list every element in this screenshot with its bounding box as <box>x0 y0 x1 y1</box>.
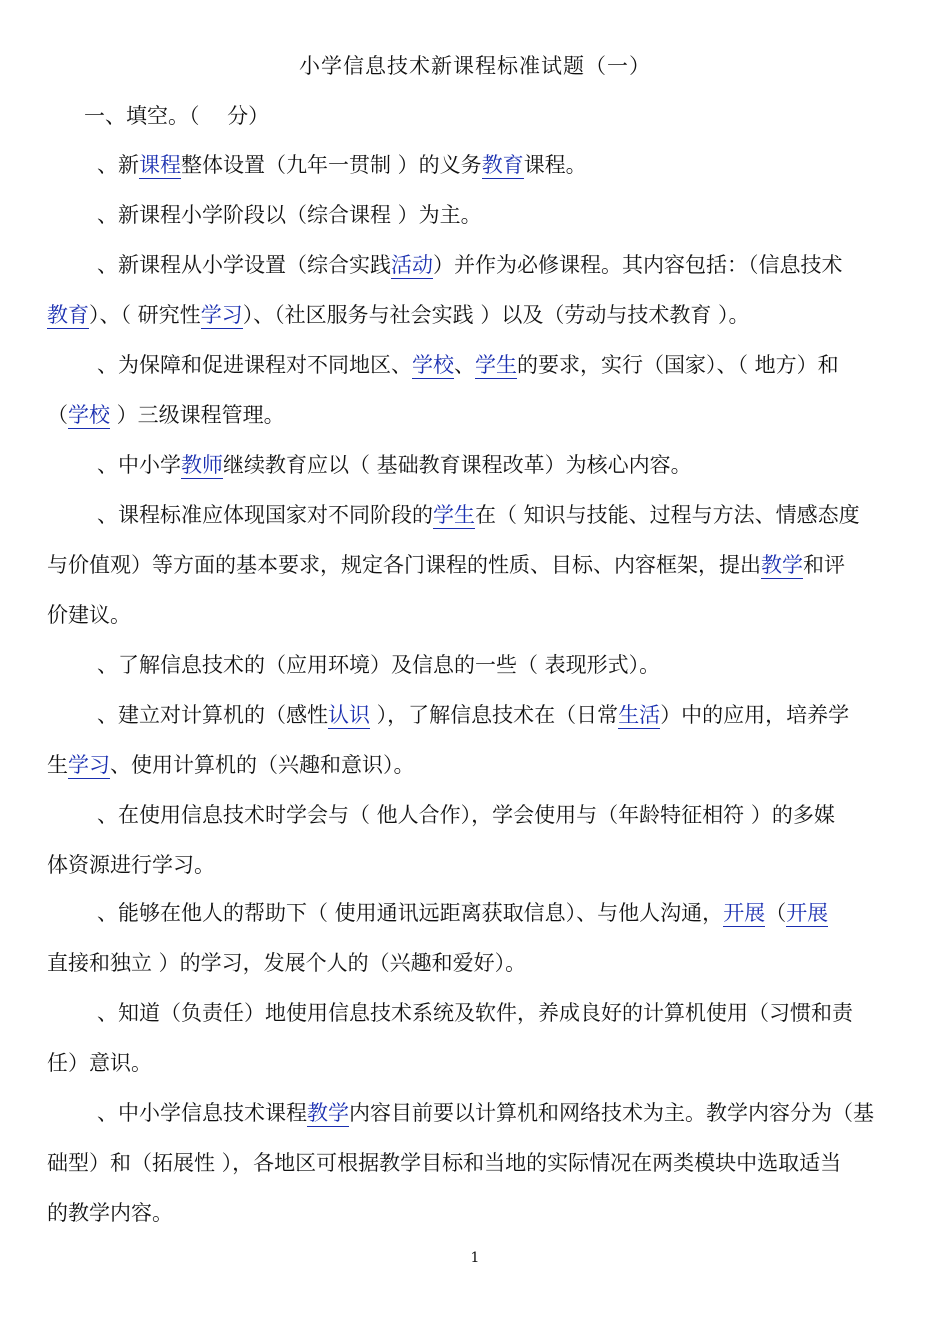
question-text: ）三级课程管理。 <box>110 403 285 427</box>
question-item <box>47 440 905 490</box>
question-line <box>0 390 905 440</box>
question-line <box>47 190 905 240</box>
question-line <box>47 490 905 540</box>
keyword-link[interactable]: 课程 <box>139 153 181 177</box>
question-item <box>47 340 905 440</box>
question-text: 内容目前要以计算机和网络技术为主。教学内容分为（基 <box>349 1101 874 1125</box>
question-text: 任）意识。 <box>47 1051 152 1075</box>
document-title: 小学信息技术新课程标准试题（一） <box>299 54 651 78</box>
question-line <box>0 590 905 640</box>
question-line <box>47 888 905 938</box>
question-text: ）中的应用，培养学 <box>660 703 850 727</box>
question-text: 、能够在他人的帮助下（ 使用通讯远距离获取信息）、与他人沟通， <box>97 901 724 925</box>
question-line <box>47 240 905 290</box>
question-text: 、为保障和促进课程对不同地区、 <box>97 353 412 377</box>
keyword-link[interactable]: 教育 <box>481 153 524 177</box>
keyword-link[interactable]: 认识 <box>328 703 370 727</box>
question-line <box>47 440 905 490</box>
question-line <box>47 1088 905 1138</box>
question-line <box>0 840 905 890</box>
keyword-link[interactable]: 教师 <box>181 453 223 477</box>
question-item <box>47 490 905 640</box>
question-line <box>47 340 905 390</box>
question-text: 、在使用信息技术时学会与（ 他人合作），学会使用与（年龄特征相符 ）的多媒 <box>97 803 835 827</box>
question-text: ）、（社区服务与社会实践 ）以及（劳动与技术教育 ）。 <box>242 303 750 327</box>
question-line <box>0 540 905 590</box>
question-text: 、建立对计算机的（感性 <box>97 703 328 727</box>
question-item <box>47 1088 905 1238</box>
question-item <box>47 690 905 790</box>
question-line <box>47 988 905 1038</box>
question-text: 直接和独立 ）的学习，发展个人的（兴趣和爱好）。 <box>47 951 527 975</box>
question-text: 课程。 <box>523 153 587 177</box>
keyword-link[interactable]: 开展 <box>786 901 829 925</box>
question-text: 整体设置（九年一贯制 ）的义务 <box>181 153 482 177</box>
keyword-link[interactable]: 开展 <box>723 901 766 925</box>
question-text: 、新课程小学阶段以（综合课程 ）为主。 <box>97 203 482 227</box>
keyword-link[interactable]: 教学 <box>761 553 803 577</box>
question-text: 、中小学信息技术课程 <box>97 1101 307 1125</box>
question-text: （ <box>765 901 787 925</box>
section-heading: 一、填空。（ 分） <box>84 104 270 128</box>
question-text: 、使用计算机的（兴趣和意识）。 <box>110 753 415 777</box>
question-text: （ <box>47 403 68 427</box>
keyword-link[interactable]: 学校 <box>68 403 110 427</box>
keyword-link[interactable]: 学生 <box>475 353 517 377</box>
question-text: 与价值观）等方面的基本要求，规定各门课程的性质、目标、内容框架，提出 <box>47 553 761 577</box>
keyword-link[interactable]: 活动 <box>391 253 433 277</box>
question-text: 、 <box>454 353 475 377</box>
question-item <box>47 240 905 340</box>
question-item <box>47 790 905 890</box>
question-line <box>47 640 905 690</box>
question-line <box>47 140 905 190</box>
question-text: ）、（ 研究性 <box>89 303 201 327</box>
question-text: 和评 <box>803 553 845 577</box>
question-line <box>0 938 905 988</box>
question-item <box>47 988 905 1088</box>
question-text: 、中小学 <box>97 453 181 477</box>
question-text: 、课程标准应体现国家对不同阶段的 <box>97 503 433 527</box>
question-line <box>0 290 905 340</box>
question-text: 在（ 知识与技能、过程与方法、情感态度 <box>475 503 860 527</box>
question-text: 础型）和（拓展性 ），各地区可根据教学目标和当地的实际情况在两类模块中选取适当 <box>47 1151 842 1175</box>
question-text: ），了解信息技术在（日常 <box>370 703 619 727</box>
question-text: 的要求，实行（国家）、（ 地方）和 <box>517 353 839 377</box>
question-line <box>0 1188 905 1238</box>
question-text: 生 <box>47 753 68 777</box>
question-line <box>47 790 905 840</box>
question-text: ）并作为必修课程。其内容包括：（信息技术 <box>433 253 843 277</box>
question-item <box>47 640 905 690</box>
question-line <box>0 740 905 790</box>
question-text: 继续教育应以（ 基础教育课程改革）为核心内容。 <box>223 453 692 477</box>
question-text: 的教学内容。 <box>47 1201 173 1225</box>
keyword-link[interactable]: 学习 <box>200 303 243 327</box>
keyword-link[interactable]: 学校 <box>412 353 454 377</box>
question-item <box>47 140 905 190</box>
question-text: 体资源进行学习。 <box>47 853 215 877</box>
keyword-link[interactable]: 教学 <box>307 1101 349 1125</box>
question-item <box>47 888 905 988</box>
question-text: 、新 <box>97 153 139 177</box>
question-line <box>0 1138 905 1188</box>
question-line <box>47 690 905 740</box>
question-item <box>47 190 905 240</box>
keyword-link[interactable]: 生活 <box>618 703 661 727</box>
question-text: 、了解信息技术的（应用环境）及信息的一些（ 表现形式）。 <box>97 653 661 677</box>
keyword-link[interactable]: 学习 <box>68 753 110 777</box>
page-number: 1 <box>470 1250 480 1266</box>
question-line <box>0 1038 905 1088</box>
keyword-link[interactable]: 教育 <box>47 303 89 327</box>
question-text: 、知道（负责任）地使用信息技术系统及软件，养成良好的计算机使用（习惯和责 <box>97 1001 853 1025</box>
keyword-link[interactable]: 学生 <box>433 503 475 527</box>
question-text: 价建议。 <box>47 603 131 627</box>
question-text: 、新课程从小学设置（综合实践 <box>97 253 391 277</box>
